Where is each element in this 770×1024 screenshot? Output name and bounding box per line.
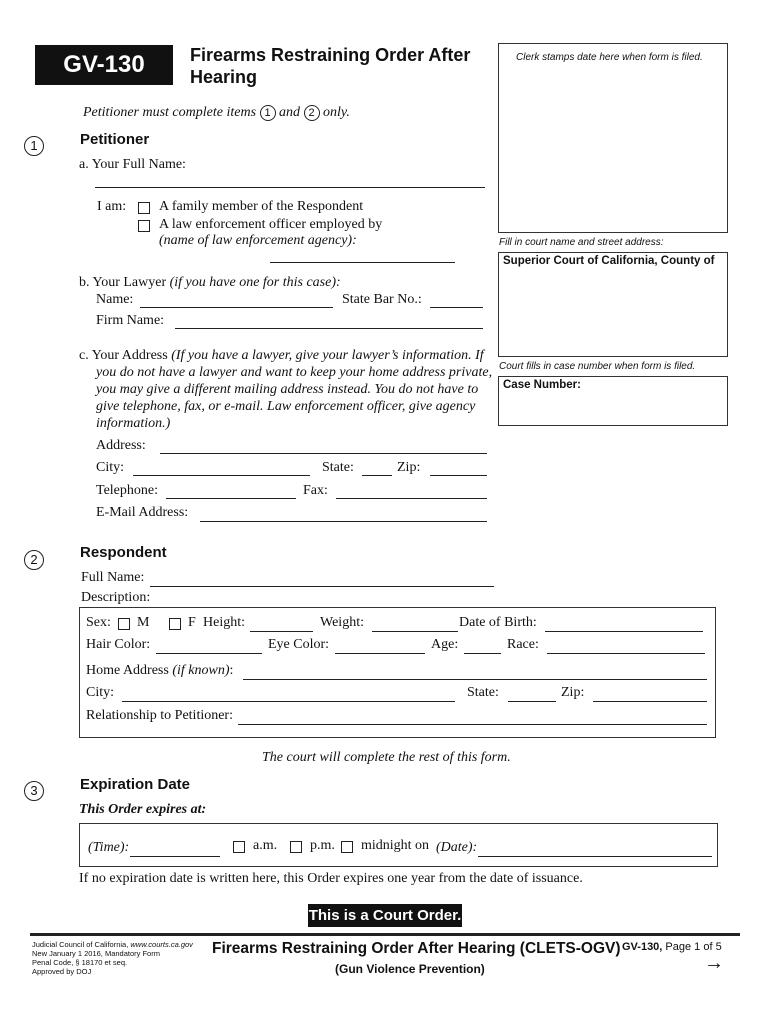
- weight-label: Weight:: [320, 615, 364, 630]
- am-label: a.m.: [253, 838, 278, 853]
- height-label: Height:: [203, 615, 245, 630]
- sex-f-checkbox[interactable]: [169, 618, 181, 630]
- pm-checkbox[interactable]: [290, 841, 302, 853]
- clerk-stamp-note: Clerk stamps date here when form is filed.: [516, 52, 703, 63]
- weight-field[interactable]: [372, 631, 458, 632]
- address-heading: c. Your Address (If you have a lawyer, give your lawyer’s information. If you do not have a lawyer and want to keep your home address private, you may give a different mailing address instead. You do not have to give telephone, fax, or e-mail. Law enforcement officer, give agency information.): [79, 348, 493, 431]
- date-field[interactable]: [478, 856, 712, 857]
- relationship-field[interactable]: [238, 724, 707, 725]
- title-line2: Hearing: [190, 67, 258, 87]
- email-label: E-Mail Address:: [96, 505, 189, 520]
- city-field[interactable]: [133, 475, 310, 476]
- respondent-zip-label: Zip:: [561, 685, 585, 700]
- law-enforcement-label: A law enforcement officer employed by: [159, 217, 383, 232]
- state-field[interactable]: [362, 475, 392, 476]
- expiration-default-note: If no expiration date is written here, this Order expires one year from the date of issuance.: [79, 871, 583, 886]
- hair-color-label: Hair Color:: [86, 637, 151, 652]
- respondent-name-label: Full Name:: [81, 570, 145, 585]
- date-label: (Date):: [436, 840, 478, 855]
- section-1-number: 1: [24, 136, 44, 156]
- title-line1: Firearms Restraining Order After: [190, 45, 471, 65]
- clerk-stamp-box: [498, 43, 728, 233]
- eye-color-field[interactable]: [335, 653, 425, 654]
- agency-label: (name of law enforcement agency):: [159, 233, 357, 248]
- relationship-label: Relationship to Petitioner:: [86, 708, 233, 723]
- footer-rule: [30, 933, 740, 936]
- court-name-label: Superior Court of California, County of: [503, 255, 715, 267]
- race-field[interactable]: [547, 653, 705, 654]
- fax-label: Fax:: [303, 483, 328, 498]
- court-name-note: Fill in court name and street address:: [499, 237, 664, 248]
- footer-page: GV-130, Page 1 of 5: [622, 941, 722, 953]
- state-label: State:: [322, 460, 354, 475]
- sex-m-checkbox[interactable]: [118, 618, 130, 630]
- court-order-banner: This is a Court Order.: [308, 904, 462, 927]
- race-label: Race:: [507, 637, 539, 652]
- case-number-note: Court fills in case number when form is filed.: [499, 361, 696, 372]
- respondent-city-field[interactable]: [122, 701, 455, 702]
- petitioner-name-field[interactable]: [95, 187, 485, 188]
- family-member-checkbox[interactable]: [138, 202, 150, 214]
- form-title: [190, 44, 470, 88]
- full-name-label: a. Your Full Name:: [79, 157, 186, 172]
- height-field[interactable]: [250, 631, 313, 632]
- sex-m-label: M: [137, 615, 150, 630]
- zip-field[interactable]: [430, 475, 487, 476]
- age-label: Age:: [431, 637, 459, 652]
- home-address-label: Home Address (if known):: [86, 663, 234, 678]
- intro-text: Petitioner must complete items 1 and 2 only.: [83, 105, 350, 120]
- fax-field[interactable]: [336, 498, 487, 499]
- state-bar-label: State Bar No.:: [342, 292, 422, 307]
- respondent-state-label: State:: [467, 685, 499, 700]
- court-completes-note: The court will complete the rest of this form.: [262, 750, 511, 765]
- agency-field[interactable]: [270, 262, 455, 263]
- address-field[interactable]: [160, 453, 487, 454]
- zip-label: Zip:: [397, 460, 421, 475]
- midnight-checkbox[interactable]: [341, 841, 353, 853]
- pm-label: p.m.: [310, 838, 335, 853]
- next-page-arrow-icon: →: [704, 952, 724, 974]
- footer-subtitle: (Gun Violence Prevention): [335, 962, 485, 976]
- time-field[interactable]: [130, 856, 220, 857]
- expires-label: This Order expires at:: [79, 802, 207, 817]
- case-number-label: Case Number:: [503, 379, 581, 391]
- midnight-label: midnight on: [361, 838, 430, 853]
- lawyer-name-label: Name:: [96, 292, 134, 307]
- am-checkbox[interactable]: [233, 841, 245, 853]
- section-1-title: Petitioner: [80, 131, 150, 148]
- i-am-label: I am:: [97, 199, 127, 214]
- description-label: Description:: [81, 590, 151, 605]
- time-label: (Time):: [88, 840, 130, 855]
- respondent-name-field[interactable]: [150, 586, 494, 587]
- section-2-title: Respondent: [80, 544, 167, 561]
- court-name-box[interactable]: [498, 252, 728, 357]
- telephone-label: Telephone:: [96, 483, 158, 498]
- eye-color-label: Eye Color:: [268, 637, 330, 652]
- dob-field[interactable]: [545, 631, 703, 632]
- section-3-title: Expiration Date: [80, 776, 191, 793]
- law-enforcement-checkbox[interactable]: [138, 220, 150, 232]
- age-field[interactable]: [464, 653, 501, 654]
- footer-meta: Judicial Council of California, www.courts.ca.gov New January 1 2016, Mandatory Form Penal Code, § 18170 et seq. Approved by DOJ: [32, 940, 193, 976]
- respondent-state-field[interactable]: [508, 701, 556, 702]
- lawyer-name-field[interactable]: [140, 307, 333, 308]
- telephone-field[interactable]: [166, 498, 296, 499]
- home-address-field[interactable]: [243, 679, 707, 680]
- dob-label: Date of Birth:: [459, 615, 537, 630]
- lawyer-heading: b. Your Lawyer (if you have one for this case):: [79, 275, 341, 290]
- respondent-zip-field[interactable]: [593, 701, 707, 702]
- email-field[interactable]: [200, 521, 487, 522]
- section-3-number: 3: [24, 781, 44, 801]
- section-2-number: 2: [24, 550, 44, 570]
- city-label: City:: [96, 460, 125, 475]
- form-id-badge: GV-130: [35, 45, 173, 85]
- sex-f-label: F: [188, 615, 196, 630]
- firm-name-field[interactable]: [175, 328, 483, 329]
- footer-title: Firearms Restraining Order After Hearing (CLETS-OGV): [212, 940, 621, 957]
- respondent-city-label: City:: [86, 685, 115, 700]
- hair-color-field[interactable]: [156, 653, 262, 654]
- sex-label: Sex:: [86, 615, 111, 630]
- state-bar-field[interactable]: [430, 307, 483, 308]
- firm-name-label: Firm Name:: [96, 313, 165, 328]
- family-member-label: A family member of the Respondent: [159, 199, 364, 214]
- address-label: Address:: [96, 438, 146, 453]
